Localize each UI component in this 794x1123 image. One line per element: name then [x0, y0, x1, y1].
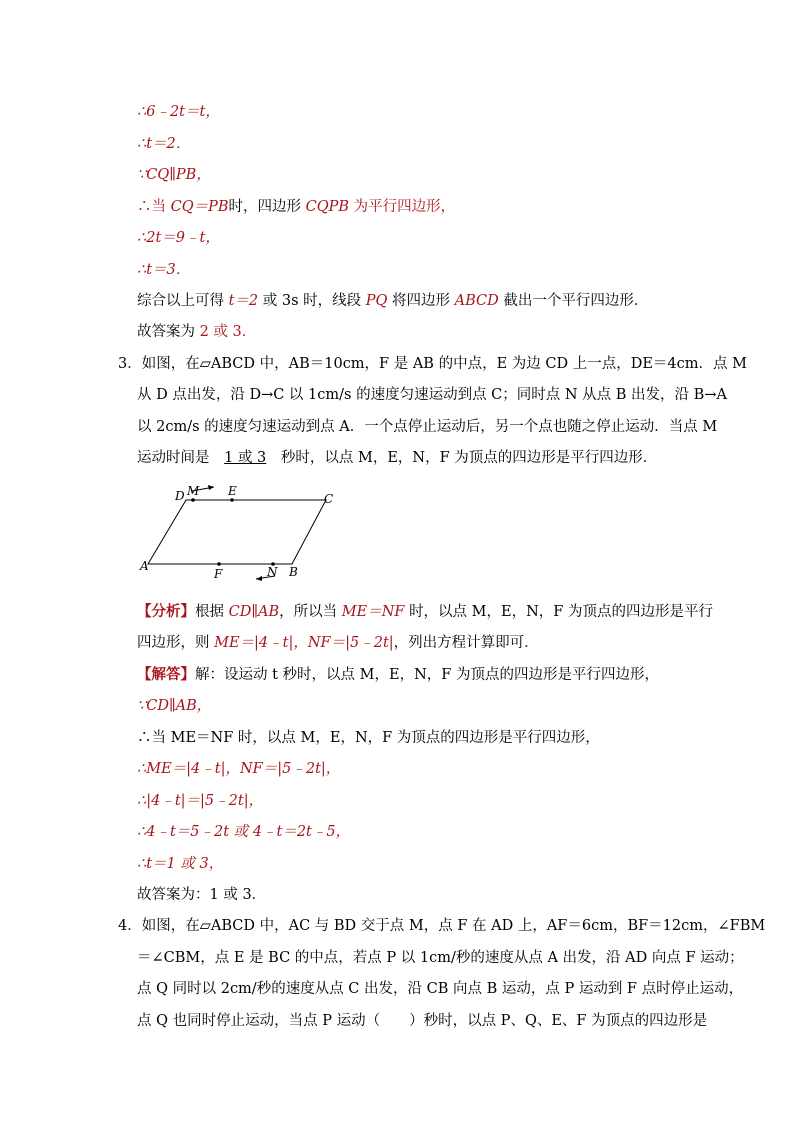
- solution-line: ∴t＝3．: [137, 262, 191, 278]
- answer-line: 故答案为 2 或 3．: [137, 324, 257, 340]
- solution-line: ∴当 CQ＝PB时，四边形 CQPB 为平行四边形，: [137, 199, 456, 215]
- question-3-line: 以 2cm/s 的速度匀速运动到点 A．一个点停止运动后，另一个点也随之停止运动．当点 M: [137, 419, 718, 435]
- solution-line: ∴6﹣2t＝t，: [137, 104, 220, 120]
- label-D: D: [175, 489, 185, 503]
- label-B: B: [289, 565, 298, 579]
- question-4-line: 4．如图，在▱ABCD 中，AC 与 BD 交于点 M，点 F 在 AD 上，AF＝6cm，BF＝12cm，∠FBM: [118, 918, 766, 934]
- label-F: F: [214, 567, 223, 581]
- solution-line: ∴t＝1 或 3，: [137, 856, 224, 872]
- solution-line: 综合以上可得 t＝2 或 3s 时，线段 PQ 将四边形 ABCD 截出一个平行四边形．: [137, 293, 649, 309]
- solution-line: ∴t＝2．: [137, 136, 191, 152]
- question-4-line: 点 Q 同时以 2cm/秒的速度从点 C 出发，沿 CB 向点 B 运动，点 P 运动到 F 点时停止运动，: [137, 981, 744, 997]
- label-E: E: [228, 484, 237, 498]
- analysis-line: 【分析】根据 CD∥AB，所以当 ME＝NF 时，以点 M，E，N，F 为顶点的四边形是平行: [137, 603, 713, 620]
- solution-line: ∴ME＝|4﹣t|，NF＝|5﹣2t|，: [137, 761, 341, 777]
- answer-line: 故答案为：1 或 3．: [137, 887, 267, 903]
- label-M: M: [187, 484, 200, 498]
- solution-line: ∴|4﹣t|＝|5﹣2t|，: [137, 793, 264, 809]
- question-number: 4．: [118, 918, 142, 934]
- solution-line: ∴4﹣t＝5﹣2t 或 4﹣t＝2t﹣5，: [137, 824, 351, 840]
- question-number: 3．: [118, 356, 142, 372]
- question-3-line: 运动时间是 1 或 3 秒时，以点 M，E，N，F 为顶点的四边形是平行四边形．: [137, 450, 658, 466]
- question-4-line: ＝∠CBM，点 E 是 BC 的中点，若点 P 以 1cm/秒的速度从点 A 出发，沿 AD 向点 F 运动；: [137, 950, 744, 966]
- solution-line: ∵CQ∥PB，: [137, 167, 211, 183]
- solution-line: 【解答】解：设运动 t 秒时，以点 M，E，N，F 为顶点的四边形是平行四边形，: [137, 666, 659, 683]
- question-4-line: 点 Q 也同时停止运动，当点 P 运动（ ）秒时，以点 P、Q、E、F 为顶点的四边形是: [137, 1013, 708, 1029]
- answer-blank: 1 或 3: [224, 450, 267, 466]
- label-C: C: [324, 492, 334, 506]
- label-A: A: [140, 559, 149, 573]
- question-3-line: 从 D 点出发，沿 D→C 以 1cm/s 的速度匀速运动到点 C；同时点 N 从点 B 出发，沿 B→A: [137, 387, 727, 403]
- solution-line: ∴当 ME＝NF 时，以点 M，E，N，F 为顶点的四边形是平行四边形，: [137, 730, 600, 746]
- question-3-line: 3．如图，在▱ABCD 中，AB＝10cm，F 是 AB 的中点，E 为边 CD 上一点，DE＝4cm．点 M: [118, 356, 747, 372]
- analysis-line: 四边形，则 ME＝|4﹣t|，NF＝|5﹣2t|，列出方程计算即可．: [137, 635, 539, 651]
- label-N: N: [267, 565, 278, 579]
- solution-line: ∵CD∥AB，: [137, 698, 212, 714]
- parallelogram-figure: [130, 478, 350, 588]
- solution-line: ∴2t＝9﹣t，: [137, 230, 220, 246]
